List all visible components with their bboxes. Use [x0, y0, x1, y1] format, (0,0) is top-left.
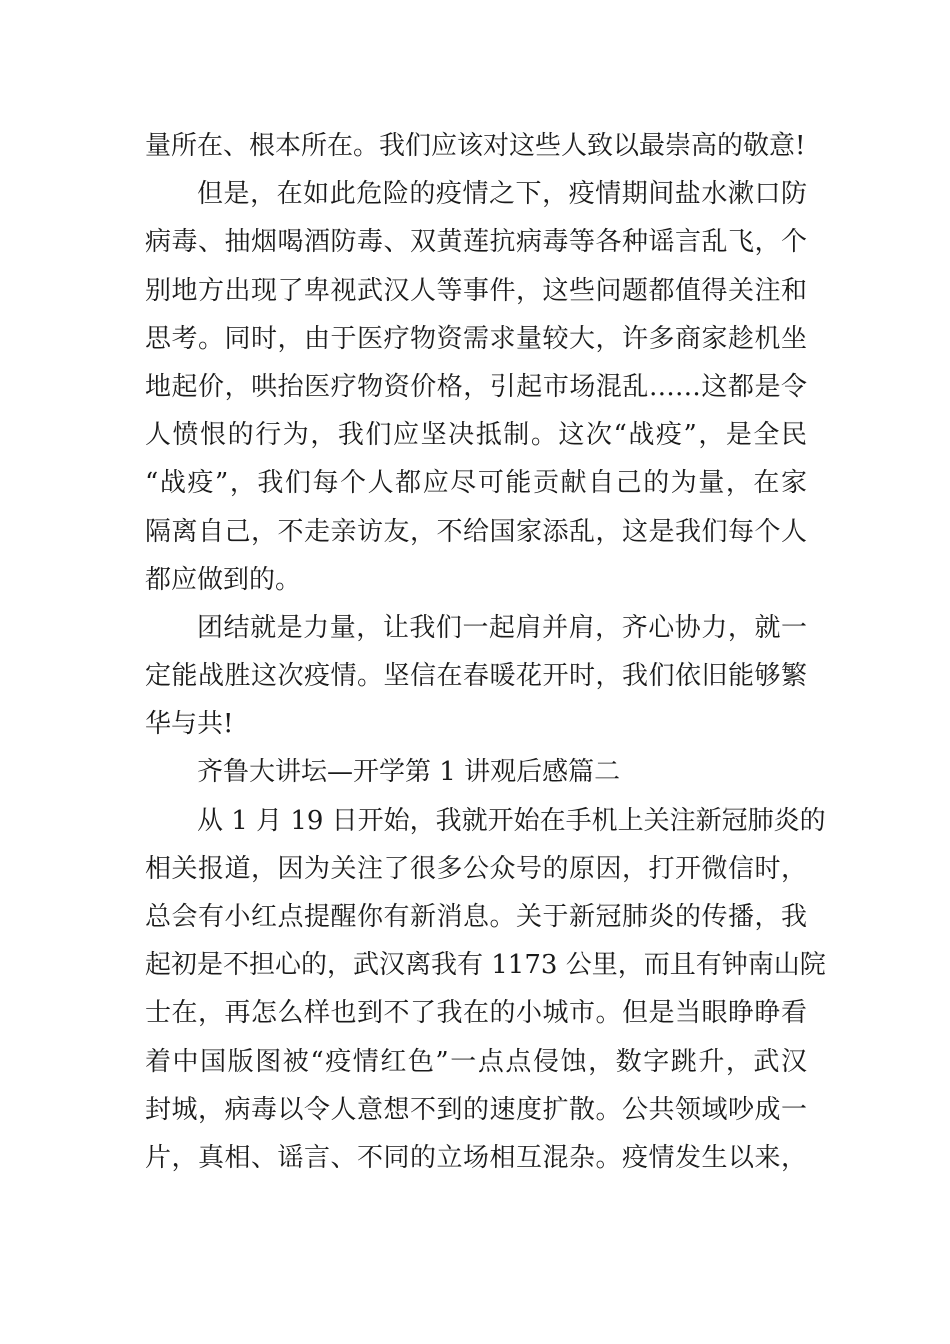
text-line: 华与共! — [145, 709, 234, 740]
text-line: 士在，再怎么样也到不了我在的小城市。但是当眼睁睁看 — [145, 998, 807, 1029]
text-line: 思考。同时，由于医疗物资需求量较大，许多商家趁机坐 — [145, 323, 807, 354]
text-line: 人愤恨的行为，我们应坚决抵制。这次“战疫”，是全民 — [145, 420, 807, 451]
text-line: “战疫”，我们每个人都应尽可能贡献自己的为量，在家 — [145, 468, 807, 499]
text-line: 但是，在如此危险的疫情之下，疫情期间盐水漱口防 — [197, 179, 807, 210]
text-line: 总会有小红点提醒你有新消息。关于新冠肺炎的传播，我 — [145, 902, 807, 932]
document-body — [145, 122, 826, 1182]
text-line: 从 1 月 19 日开始，我就开始在手机上关注新冠肺炎的 — [197, 805, 826, 836]
text-line: 别地方出现了卑视武汉人等事件，这些问题都值得关注和 — [145, 275, 807, 306]
text-line: 起初是不担心的，武汉离我有 1173 公里，而且有钟南山院 — [145, 950, 826, 981]
text-line: 相关报道，因为关注了很多公众号的原因，打开微信时， — [145, 853, 807, 884]
text-line: 封城，病毒以令人意想不到的速度扩散。公共领域吵成一 — [145, 1094, 807, 1125]
text-line: 团结就是力量，让我们一起肩并肩，齐心协力，就一 — [197, 612, 807, 643]
text-line: 齐鲁大讲坛—开学第 1 讲观后感篇二 — [197, 757, 621, 788]
text-line: 病毒、抽烟喝酒防毒、双黄莲抗病毒等各种谣言乱飞，个 — [145, 227, 807, 258]
text-line: 都应做到的。 — [145, 564, 302, 595]
text-line: 片，真相、谣言、不同的立场相互混杂。疫情发生以来， — [145, 1142, 807, 1173]
text-line: 定能战胜这次疫情。坚信在春暖花开时，我们依旧能够繁 — [145, 661, 807, 692]
text-line: 量所在、根本所在。我们应该对这些人致以最崇高的敬意! — [145, 131, 806, 161]
text-line: 隔离自己，不走亲访友，不给国家添乱，这是我们每个人 — [145, 516, 807, 547]
text-line: 着中国版图被“疫情红色”一点点侵蚀，数字跳升，武汉 — [145, 1046, 807, 1077]
text-line: 地起价，哄抬医疗物资价格，引起市场混乱……这都是令 — [145, 371, 807, 402]
